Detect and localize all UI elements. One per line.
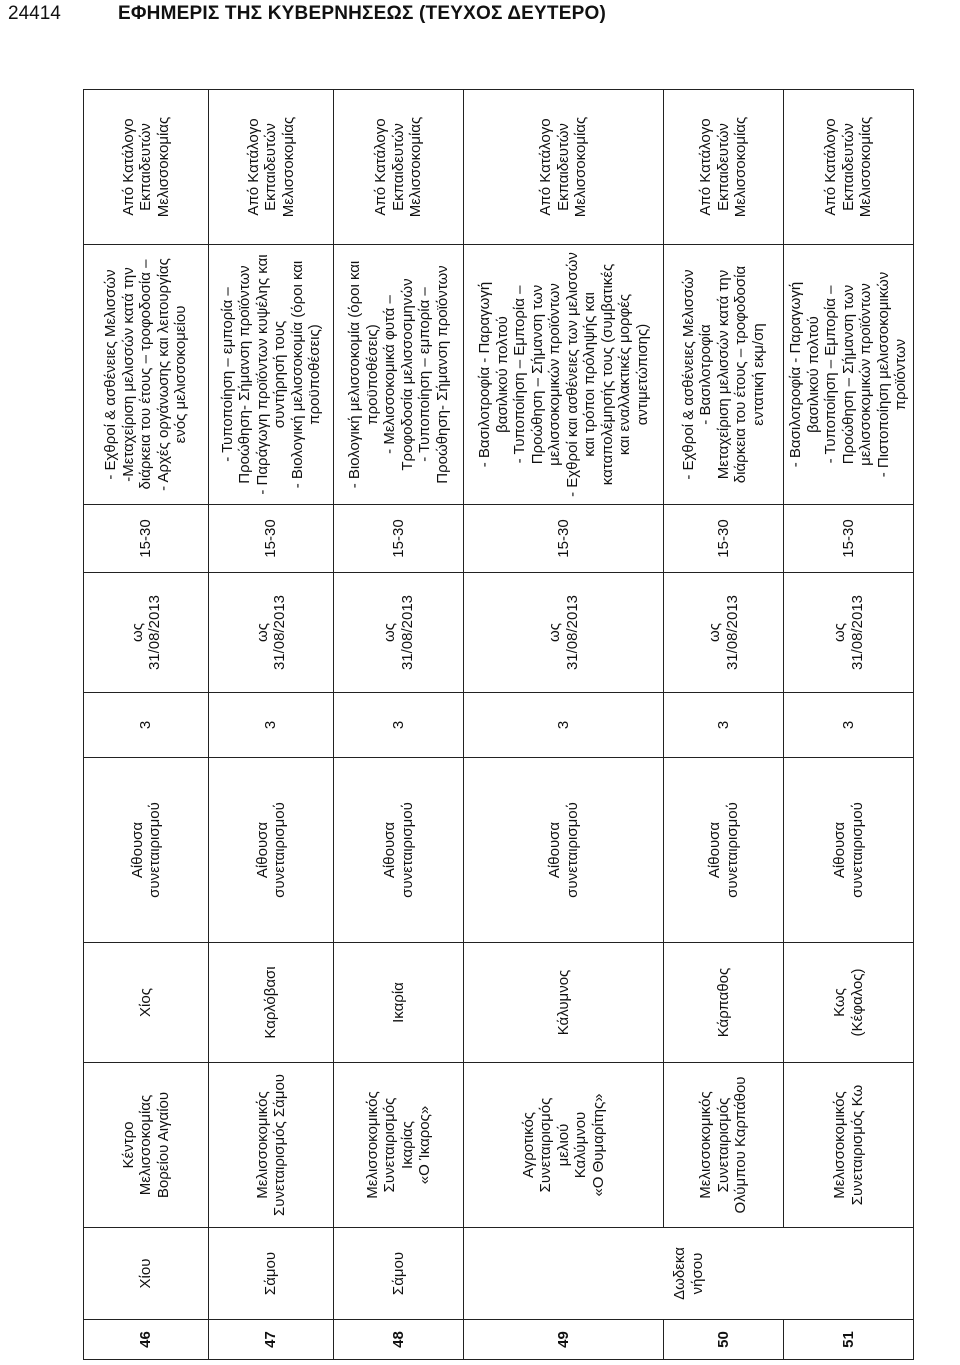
location-cell-line: Κάρπαθος (714, 967, 732, 1038)
venue-cell-line: Αίθουσα (381, 821, 398, 879)
organization-cell (464, 1063, 664, 1228)
location-cell (464, 943, 664, 1063)
row-number: 47 (209, 1320, 334, 1360)
date-cell-line: 31/08/2013 (563, 594, 581, 671)
table-row (334, 90, 464, 1360)
venue-cell (664, 758, 784, 943)
organization-cell-line: μελιού (554, 1123, 572, 1167)
organization-cell-line: Συνεταιρισμός Σάμου (271, 1073, 288, 1217)
venue-cell (784, 758, 914, 943)
location-cell (784, 943, 914, 1063)
trainers-cell-line: Εκπαιδευτών (389, 123, 407, 211)
topic-line: μελισσοκομικών προϊόντων (857, 283, 875, 466)
topic-line: βασιλικού πολτού (493, 316, 511, 433)
trainers-cell-line: Από Κατάλογο (244, 118, 262, 216)
date-cell-line: 31/08/2013 (146, 594, 163, 671)
trainers-cell-line: Εκπαιδευτών (262, 123, 280, 211)
venue-cell-line: συνεταιρισμού (271, 802, 288, 898)
trainers-cell-line: Από Κατάλογο (537, 118, 555, 216)
page-header (0, 0, 960, 34)
venue-cell-line: Αίθουσα (546, 821, 563, 879)
topic-line: αντιμετώπισης) (633, 323, 651, 426)
topic-line: - Βιολογική μελισσοκομία (όροι και (288, 260, 306, 489)
location-cell-line: (Κέφαλος) (848, 968, 866, 1037)
date-cell-line: 31/08/2013 (723, 594, 741, 671)
page-number: 24414 (8, 3, 61, 24)
topic-line: Προώθηση- Σήμανση προϊόντων (433, 265, 451, 484)
trainers-cell (84, 90, 209, 245)
venue-cell (84, 758, 209, 943)
table-row (664, 90, 784, 1360)
trainers-cell-line: Από Κατάλογο (822, 118, 840, 216)
location-cell (664, 943, 784, 1063)
courses-table (83, 89, 914, 1360)
gazette-title: ΕΦΗΜΕΡΙΣ ΤΗΣ ΚΥΒΕΡΝΗΣΕΩΣ (ΤΕΥΧΟΣ ΔΕΥΤΕΡΟ) (118, 3, 606, 24)
topic-line: Τροφοδοσία μελισσοσμηνών (398, 278, 416, 471)
topic-line: ενός μελισσοκομείου (172, 305, 190, 444)
topic-line: - Εχθροί & ασθένειες Μελισσών (679, 269, 697, 480)
organization-cell-line: Μελισσοκομικός (697, 1091, 715, 1199)
topic-line: - Βιολογική μελισσοκομία (όροι και (346, 260, 363, 489)
topic-line: - Βασιλοτροφία - Παραγωγή (787, 281, 805, 468)
organization-cell-line: Βορείου Αιγαίου (154, 1091, 172, 1199)
trainers-cell-line: Εκπαιδευτών (137, 123, 155, 211)
table-row (209, 90, 334, 1360)
location-cell-line: Κως (831, 988, 848, 1017)
trainers-cell-line: Εκπαιδευτών (839, 123, 857, 211)
topic-line: Προώθηση- Σήμανση προϊόντων (236, 265, 253, 484)
trainers-cell-line: Μελισσοκομίας (279, 116, 297, 218)
topic-line: διάρκεια του έτους – τροφοδοσία (732, 265, 750, 484)
topic-line: - Τυποποίηση – Εμπορία – (511, 285, 528, 464)
date-cell (464, 573, 664, 693)
topic-line: Προώθηση – Σήμανση των (839, 284, 857, 465)
location-cell (209, 943, 334, 1063)
area-cell-line: νήσου (688, 1252, 706, 1295)
area-cell-line: Σάμου (262, 1251, 280, 1296)
date-cell-line: 31/08/2013 (271, 594, 288, 671)
topic-line: - Εχθροί & ασθένειες Μελισσών (102, 269, 120, 480)
area-cell (209, 1228, 334, 1320)
organization-cell-line: Κέντρο (119, 1121, 137, 1169)
date-cell-line: ως (706, 623, 723, 642)
organization-cell-line: Συνεταιρισμός (714, 1097, 732, 1193)
topics-cell (209, 245, 334, 505)
venue-cell (464, 758, 664, 943)
venue-cell-line: συνεταιρισμού (848, 802, 866, 898)
table-row (464, 90, 664, 1360)
row-number: 46 (84, 1320, 209, 1360)
topics-cell (784, 245, 914, 505)
organization-cell-line: Συνεταιρισμός (381, 1097, 398, 1193)
organization-cell-line: «Ο Ίκαρος» (416, 1105, 433, 1185)
venue-cell-line: Αίθουσα (128, 821, 146, 879)
organization-cell (84, 1063, 209, 1228)
organization-cell-line: Συνεταιρισμός (537, 1097, 555, 1193)
organization-cell (784, 1063, 914, 1228)
organization-cell-line: Συνεταιρισμός Κω (848, 1084, 866, 1206)
topics-cell (334, 245, 464, 505)
trainers-cell (664, 90, 784, 245)
trainers-cell-line: Μελισσοκομίας (407, 116, 425, 218)
date-cell-line: ως (546, 623, 563, 642)
duration-cell: 3 (84, 693, 209, 758)
topic-line: - Παράγωγη προϊόντων κυψέλης και (253, 254, 271, 495)
date-cell (784, 573, 914, 693)
date-cell (334, 573, 464, 693)
topic-line: εντατική εκμ/ση (749, 323, 767, 426)
topic-line: διάρκεια του έτους – τροφοδοσία – (137, 259, 155, 490)
topic-line: - Πιστοποίηση μελισσοκομικών (874, 271, 892, 478)
trainers-cell-line: Μελισσοκομίας (857, 116, 875, 218)
trainers-cell-line: Μελισσοκομίας (732, 116, 750, 218)
area-cell (464, 1228, 914, 1320)
duration-cell: 3 (209, 693, 334, 758)
date-cell-line: ως (381, 623, 398, 642)
duration-cell: 3 (664, 693, 784, 758)
organization-cell (664, 1063, 784, 1228)
date-cell-line: 31/08/2013 (398, 594, 416, 671)
topic-line: βασιλικού πολτού (804, 316, 822, 433)
topic-line: προϋποθέσεις) (363, 324, 381, 425)
participants-cell: 15-30 (784, 505, 914, 573)
trainers-cell-line: Από Κατάλογο (119, 118, 137, 216)
date-cell (84, 573, 209, 693)
date-cell-line: ως (253, 623, 271, 642)
trainers-cell (784, 90, 914, 245)
venue-cell (334, 758, 464, 943)
topic-line: - Μελισσοκομικά φυτά – (381, 295, 398, 454)
participants-cell: 15-30 (209, 505, 334, 573)
venue-cell (209, 758, 334, 943)
topic-line: - Αρχές οργάνωσης και λειτουργίας (154, 258, 172, 491)
location-cell-line: Κάλυμνος (554, 969, 572, 1036)
venue-cell-line: Αίθουσα (831, 821, 848, 879)
location-cell-line: Ικαρία (389, 982, 407, 1023)
duration-cell: 3 (334, 693, 464, 758)
trainers-cell (209, 90, 334, 245)
organization-cell (209, 1063, 334, 1228)
trainers-cell (464, 90, 664, 245)
area-cell (334, 1228, 464, 1320)
table-row (84, 90, 209, 1360)
topic-line: συντήρησή τους (271, 320, 288, 429)
location-cell-line: Χίος (137, 988, 155, 1017)
organization-cell (334, 1063, 464, 1228)
organization-cell-line: Μελισσοκομικός (831, 1091, 848, 1199)
organization-cell-line: Αγροτικός (519, 1111, 537, 1179)
location-cell-line: Καρλόβασι (262, 966, 280, 1039)
organization-cell-line: Ικαρίας (398, 1121, 416, 1169)
date-cell-line: 31/08/2013 (848, 594, 866, 671)
trainers-cell-line: Εκπαιδευτών (714, 123, 732, 211)
topic-line: -Μεταχείριση μελισσών κατά την (119, 267, 137, 482)
rotated-table-container (83, 89, 914, 1360)
topic-line: - Βασιλοτροφία (697, 324, 715, 425)
area-cell-line: Σάμου (389, 1251, 407, 1296)
topics-cell (464, 245, 664, 505)
topic-line: - Τυποποίηση – Εμπορία – (822, 285, 840, 464)
row-number: 50 (664, 1320, 784, 1360)
area-cell (84, 1228, 209, 1320)
duration-cell: 3 (464, 693, 664, 758)
date-cell (664, 573, 784, 693)
trainers-cell-line: Μελισσοκομίας (154, 116, 172, 218)
location-cell (334, 943, 464, 1063)
table-row (784, 90, 914, 1360)
date-cell-line: ως (831, 623, 848, 642)
date-cell (209, 573, 334, 693)
topic-line: προϊόντων (892, 338, 910, 411)
venue-cell-line: συνεταιρισμού (723, 802, 741, 898)
trainers-cell-line: Μελισσοκομίας (572, 116, 590, 218)
row-number: 48 (334, 1320, 464, 1360)
participants-cell: 15-30 (334, 505, 464, 573)
date-cell-line: ως (128, 623, 146, 642)
organization-cell-line: Μελισσοκομίας (137, 1094, 155, 1196)
row-number: 51 (784, 1320, 914, 1360)
topic-line: - Τυποποίηση – εμπορία – (416, 287, 433, 462)
organization-cell-line: Μελισσοκομικός (363, 1091, 381, 1199)
venue-cell-line: Αίθουσα (253, 821, 271, 879)
venue-cell-line: συνεταιρισμού (398, 802, 416, 898)
participants-cell: 15-30 (464, 505, 664, 573)
topics-cell (84, 245, 209, 505)
trainers-cell-line: Από Κατάλογο (372, 118, 390, 216)
topics-cell (664, 245, 784, 505)
venue-cell-line: συνεταιρισμού (563, 802, 581, 898)
topic-line: Προώθηση – Σήμανση των (528, 284, 546, 465)
topic-line: και εναλλακτικές μορφές (616, 293, 633, 456)
venue-cell-line: Αίθουσα (706, 821, 723, 879)
organization-cell-line: «Ο Θυμαρίτης» (589, 1093, 607, 1197)
trainers-cell-line: Εκπαιδευτών (554, 123, 572, 211)
area-cell-line: Χίου (137, 1258, 155, 1289)
participants-cell: 15-30 (664, 505, 784, 573)
topic-line: - Βασιλοτροφία - Παραγωγή (476, 281, 493, 468)
row-number: 49 (464, 1320, 664, 1360)
topic-line: μελισσοκομικών προϊόντων (546, 283, 563, 466)
organization-cell-line: Ολύμπου Καρπάθου (732, 1076, 750, 1214)
participants-cell: 15-30 (84, 505, 209, 573)
duration-cell: 3 (784, 693, 914, 758)
topic-line: καταπολέμησής τους (συμβατικές (598, 263, 616, 486)
organization-cell-line: Μελισσοκομικός (253, 1091, 271, 1199)
topic-line: - Εχθροί και ασθένειες των μελισσών (563, 252, 581, 497)
trainers-cell-line: Από Κατάλογο (697, 118, 715, 216)
area-cell-line: Δωδεκα (671, 1247, 688, 1300)
topic-line: προϋποθέσεις) (306, 324, 323, 425)
organization-cell-line: Καλύμνου (572, 1111, 590, 1179)
topic-line: Μεταχείριση μελισσών κατά την (714, 269, 732, 480)
topic-line: και τρόποι πρόληψής και (581, 292, 598, 457)
trainers-cell (334, 90, 464, 245)
venue-cell-line: συνεταιρισμού (146, 802, 163, 898)
topic-line: - Τυποποίηση – εμπορία – (218, 287, 236, 462)
location-cell (84, 943, 209, 1063)
